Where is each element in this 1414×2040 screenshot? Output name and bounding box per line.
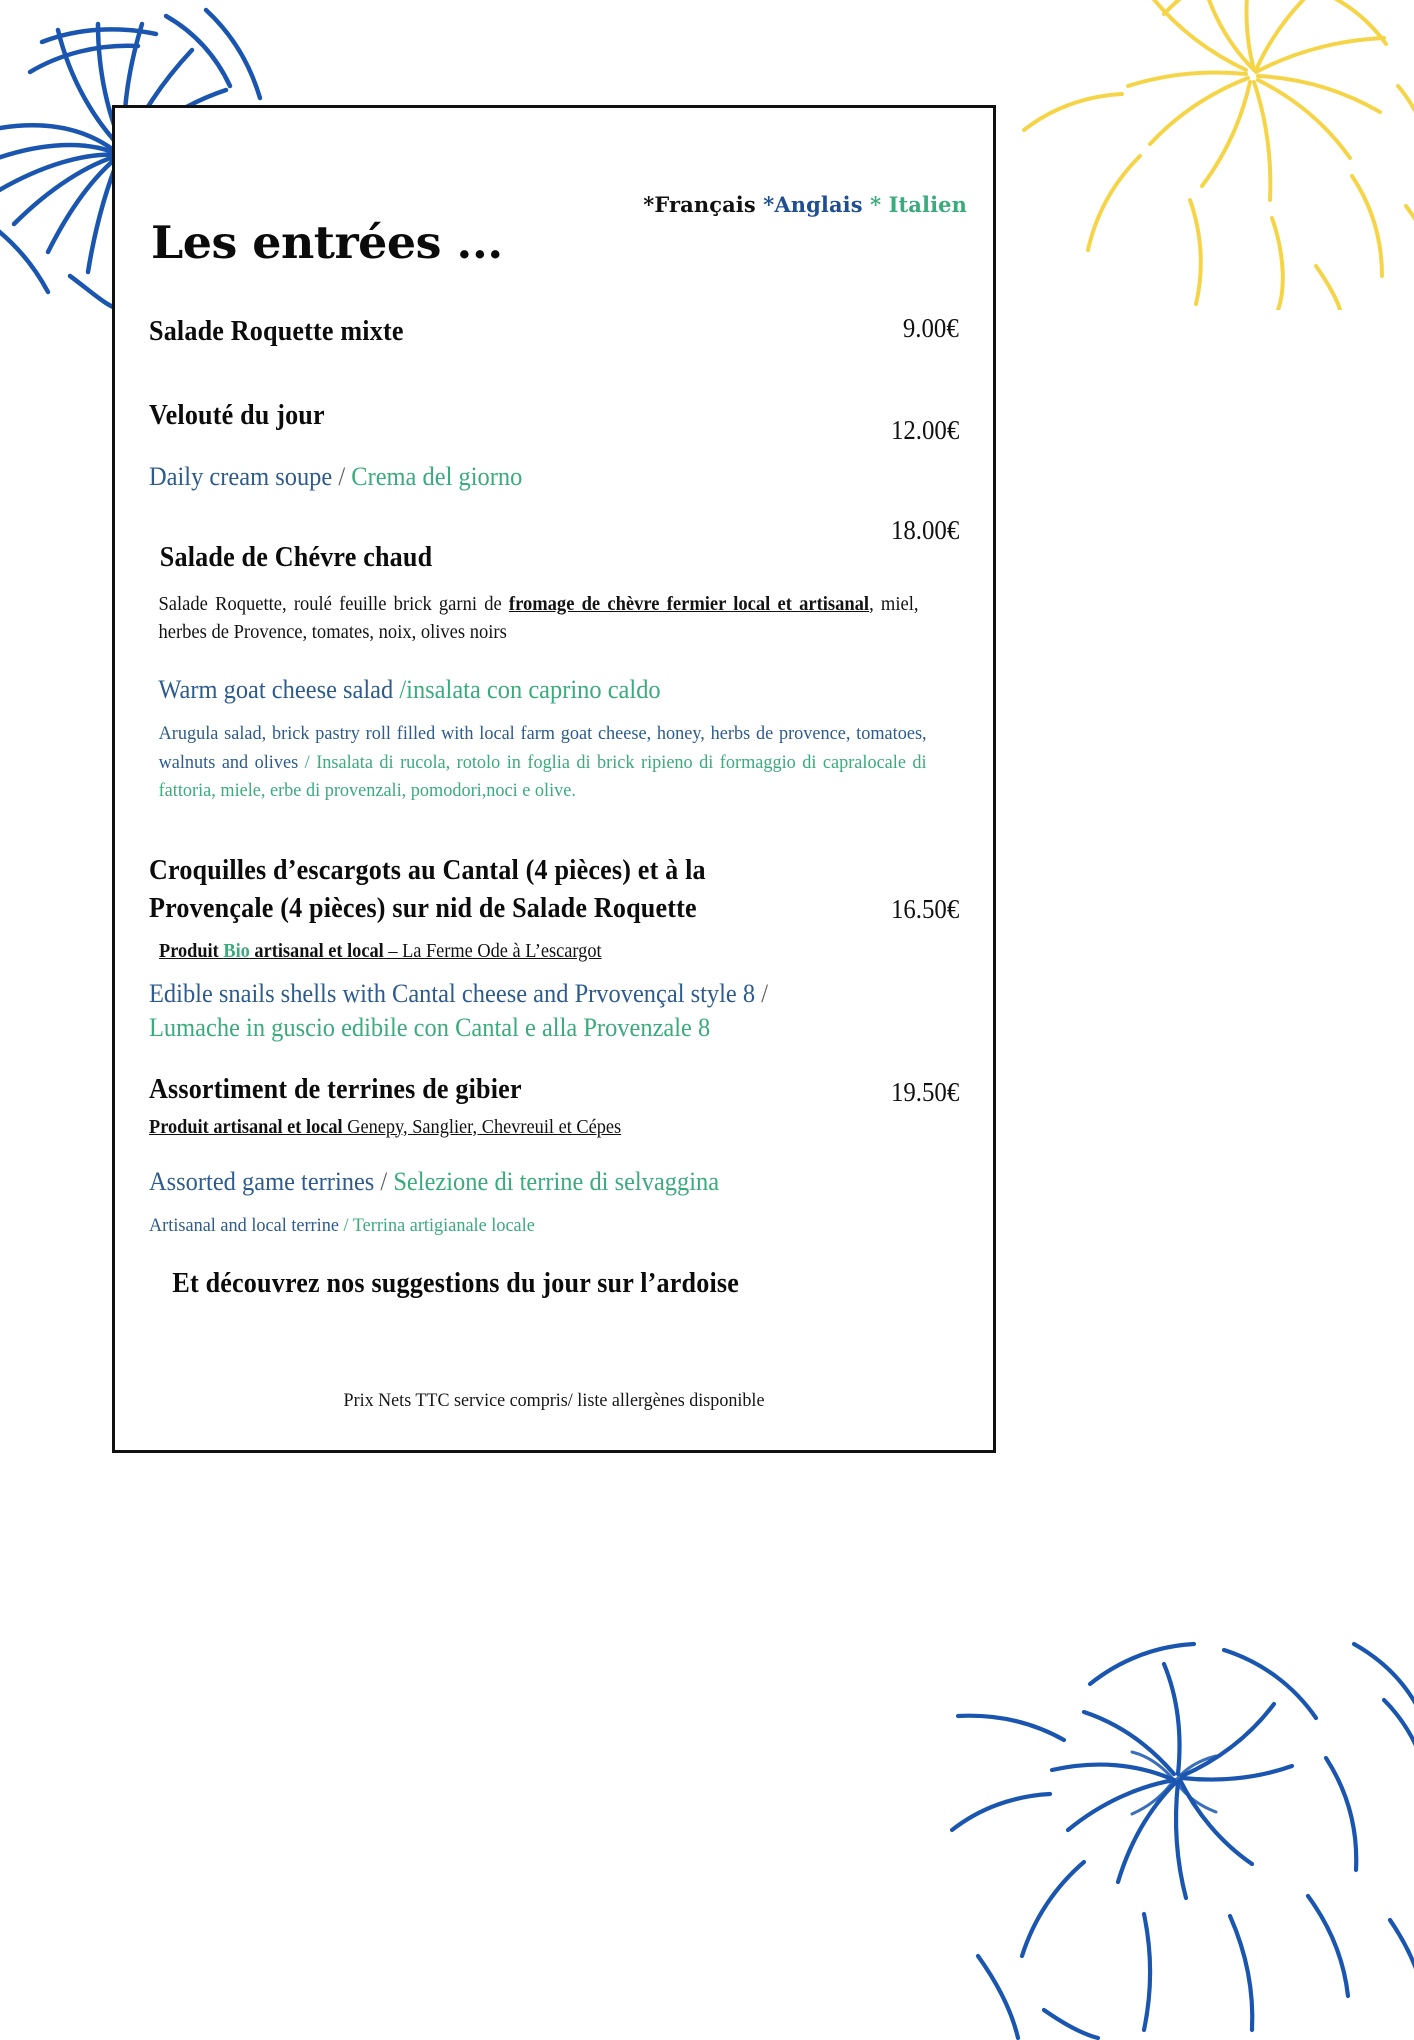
dish-name: Velouté du jour [149,398,325,431]
dish-price: 19.50€ [890,1076,959,1107]
dish-name: Croquilles d’escargots au Cantal (4 pièces) et à la Provençale (4 pièces) sur nid de Salade Roquette [149,853,706,924]
description-english: Edible snails shells with Cantal cheese and Prvovençal style 8 [149,979,762,1009]
floral-decoration-top-right [954,0,1414,310]
translation-english: Assorted game terrines [149,1166,375,1196]
menu-items-list [115,313,993,1300]
producer-mid: artisanal et local [249,941,384,963]
menu-item-veloute-du-jour [149,397,959,494]
dish-translation [149,673,910,707]
translation-english: Warm goat cheese salad [158,674,400,704]
description-english: Arugula salad, brick pastry roll filled with local farm goat cheese, honey, herbs de provence, tomatoes, walnuts and olives [158,723,927,773]
legend-italian: * Italien [870,192,967,217]
dish-price: 9.00€ [903,313,959,343]
description-separator: / [761,979,769,1009]
desc-fr-part2: , miel, herbes de Provence, tomates, noix, olives noirs [158,594,919,643]
translation-separator: / [374,1166,394,1196]
dish-description-translated [149,977,910,1045]
dish-price: 16.50€ [890,893,959,924]
menu-item-salade-roquette-mixte [149,313,959,351]
description-italian: Terrina artigianale locale [352,1215,535,1237]
dish-producer-note [159,941,602,963]
desc-fr-highlight: fromage de chèvre fermier local et artisanal [508,594,870,616]
translation-italian: Selezione di terrine di selvaggina [393,1166,720,1196]
dish-translation [149,460,910,494]
producer-prefix: Produit [159,941,224,963]
floral-decoration-bottom-right [924,1580,1414,2040]
dish-description-translated [149,720,927,806]
dish-price: 18.00€ [890,515,959,546]
translation-italian: insalata con caprino caldo [406,674,661,704]
dish-name: Assortiment de terrines de gibier [149,1072,522,1105]
dish-producer-note [149,1117,621,1139]
dish-name: Salade Roquette mixte [149,315,404,347]
producer-suffix: – La Ferme Ode à L’escargot [383,941,602,963]
language-legend [643,192,967,217]
description-separator: / [343,1215,353,1237]
dish-description-translated [149,1212,927,1241]
description-italian: Lumache in guscio edibile con Cantal e alla Provenzale 8 [149,1013,711,1043]
dish-translation [149,1165,910,1199]
description-english: Artisanal and local terrine [149,1215,344,1237]
page-title: Les entrées ... [151,216,503,269]
menu-item-assortiment-terrines [149,1071,959,1241]
menu-card [112,105,996,1453]
menu-item-croquilles-escargots [149,852,959,1045]
translation-separator: / [338,461,346,491]
translation-italian: Crema del giorno [351,461,523,491]
description-separator: / [304,751,317,773]
legend-french: *Français [643,192,756,217]
producer-bio-badge: Bio [223,941,250,963]
dish-price: 12.00€ [890,414,959,445]
description-italian: Insalata di rucola, rotolo in foglia di brick ripieno di formaggio di capralocale di fattoria, miele, erbe di provenzali, pomodori,noci e olive. [158,751,927,802]
footer-note: Prix Nets TTC service compris/ liste allergènes disponible [343,1390,765,1411]
menu-item-salade-chevre-chaud [149,515,959,805]
legend-english: *Anglais [763,192,863,217]
translation-english: Daily cream soupe [149,461,333,491]
dish-name: Salade de Chévre chaud [159,541,433,574]
closing-line: Et découvrez nos suggestions du jour sur l’ardoise [172,1266,739,1299]
producer-details: Genepy, Sanglier, Chevreuil et Cépes [342,1116,622,1138]
translation-separator: / [399,674,407,704]
dish-description-french [149,591,919,646]
desc-fr-part1: Salade Roquette, roulé feuille brick garni de [158,594,509,616]
producer-label: Produit artisanal et local [149,1116,343,1138]
